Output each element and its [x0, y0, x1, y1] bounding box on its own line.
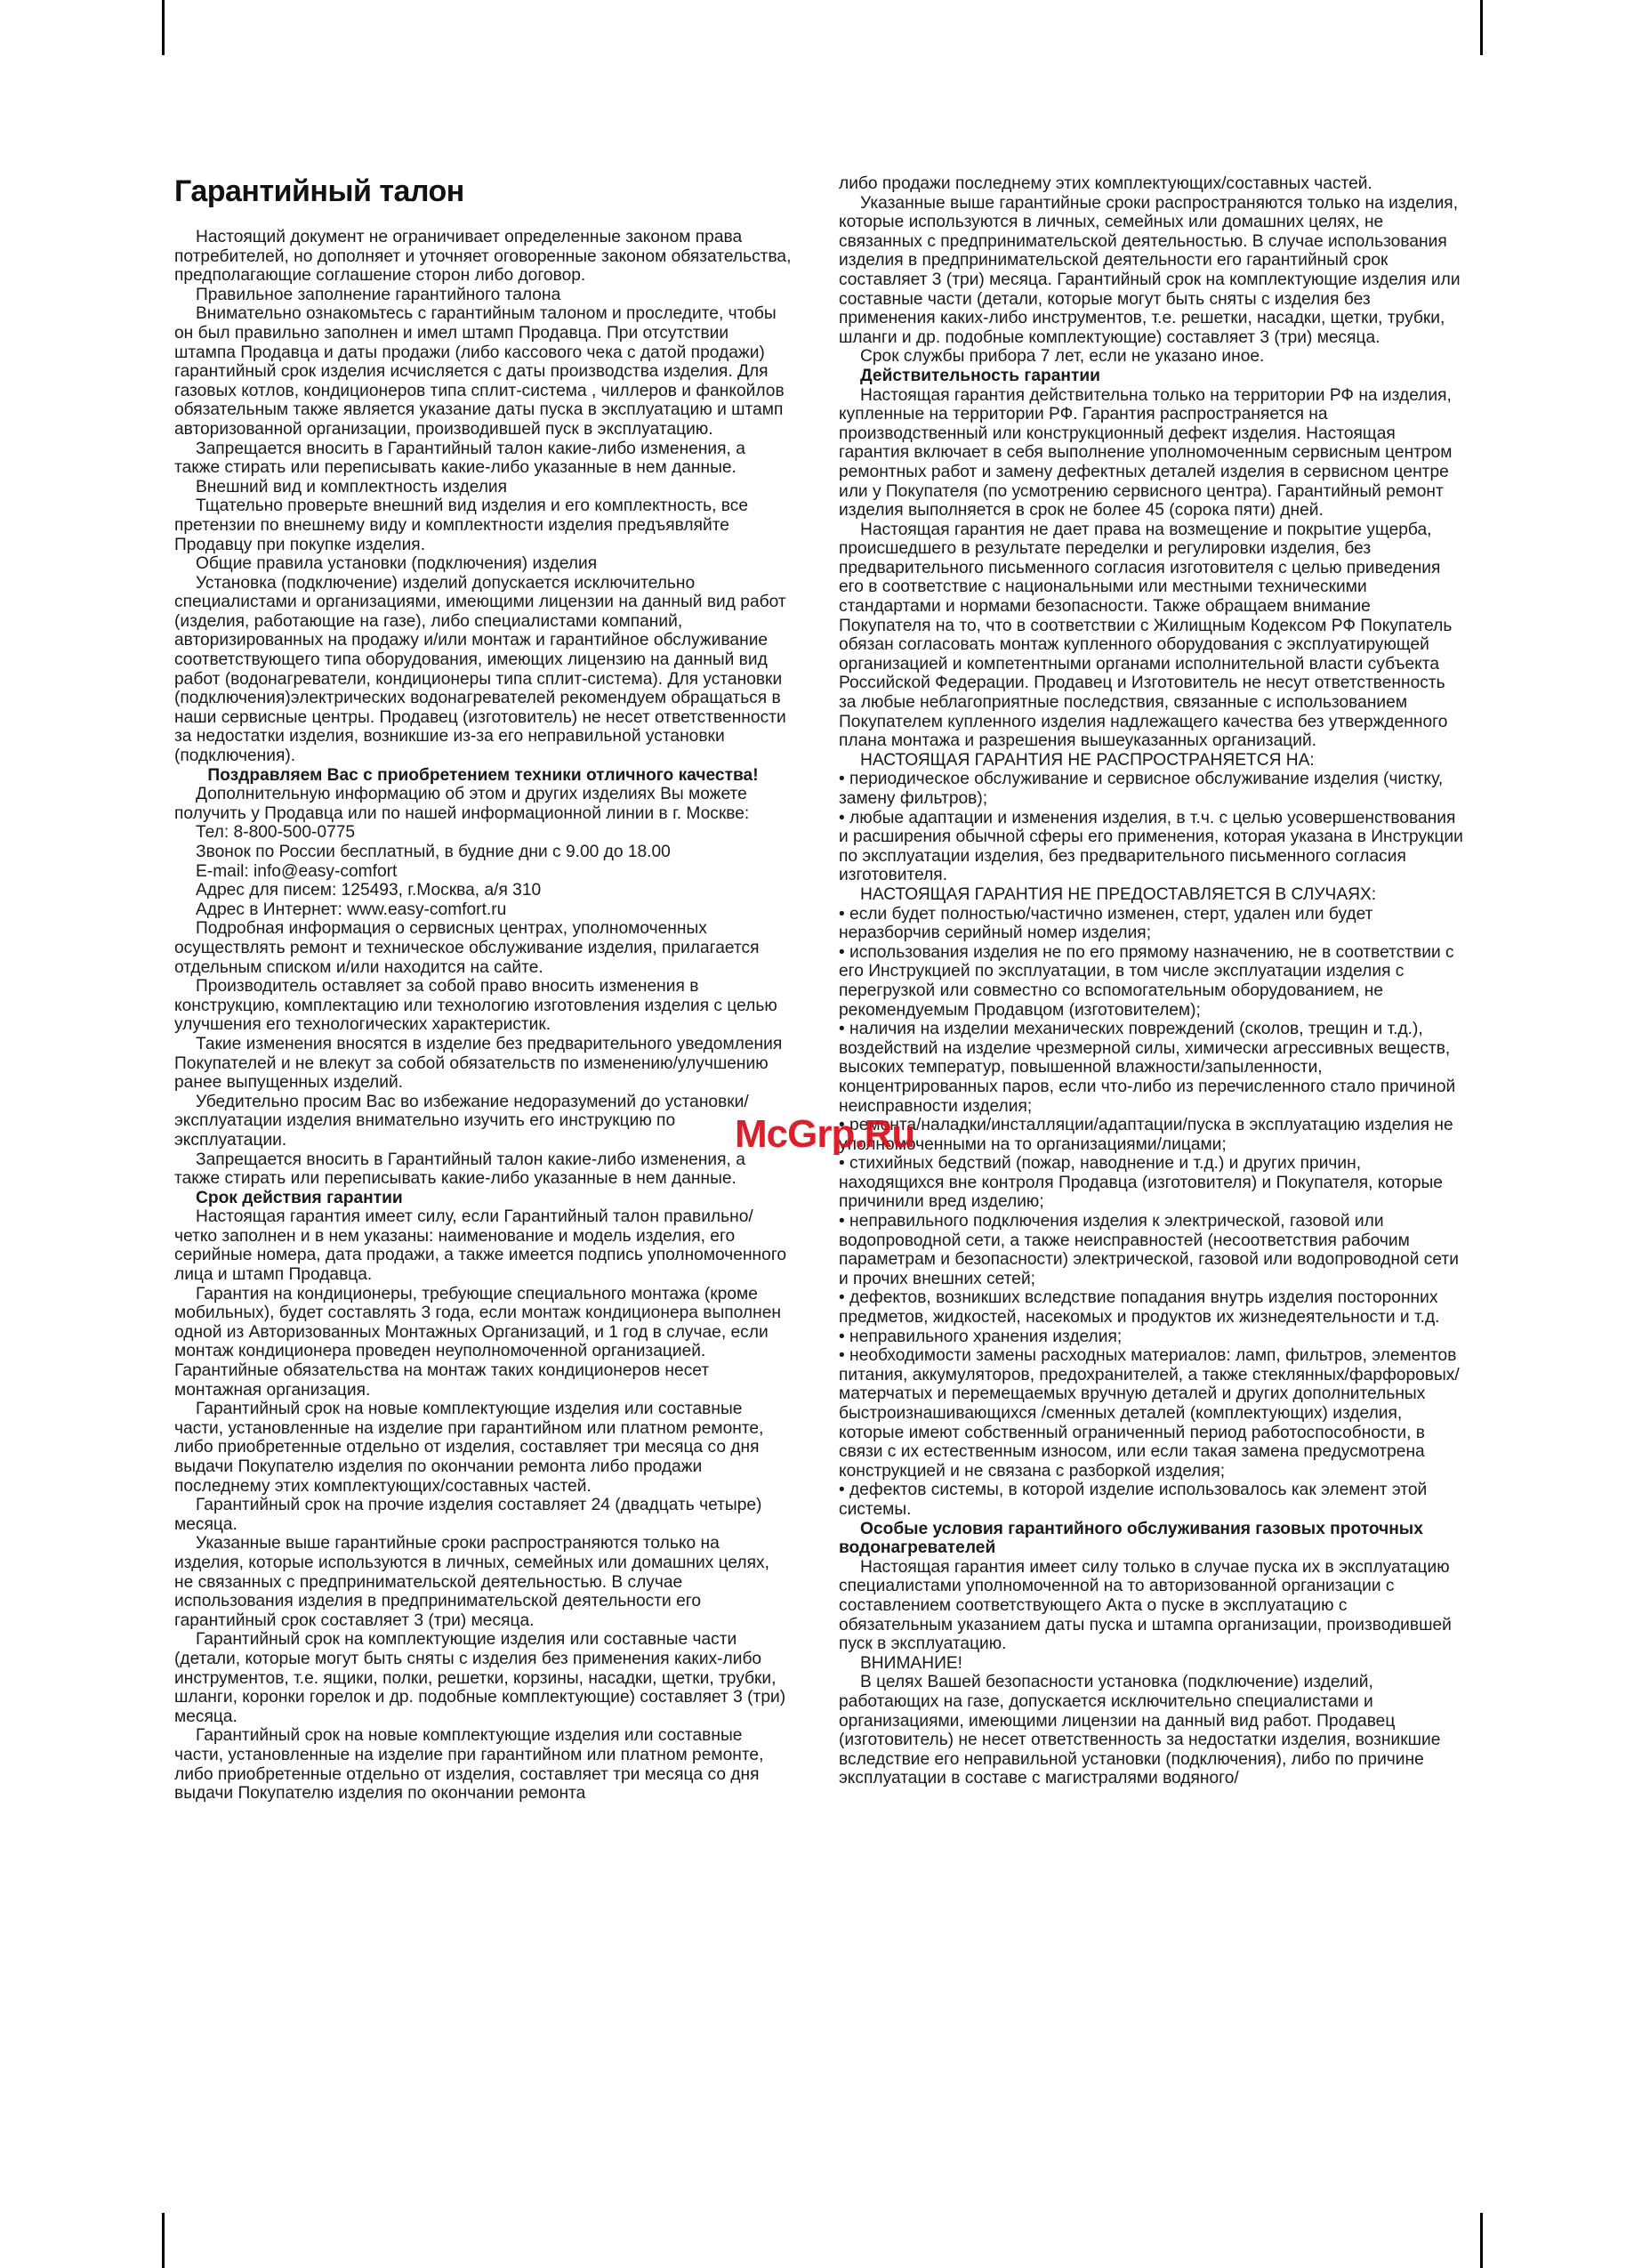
paragraph: • дефектов системы, в которой изделие использовалось как элемент этой системы. — [839, 1481, 1428, 1519]
paragraph: • наличия на изделии механических повреждений (сколов, трещин и т.д.), воздействий на изделие чрезмерной силы, химически агрессивных веществ, высоких температур, повышенной влажности/запыленности, концентрированных паров, если что-либо из перечисленного стало причиной неисправности изделия; — [839, 1020, 1456, 1116]
paragraph: Указанные выше гарантийные сроки распространяются только на изделия, которые используются в личных, семейных или домашних целях, не связанных с предпринимательской деятельностью. В случае использования изделия в предпринимательской деятельности его гарантийный срок составляет 3 (три) месяца. Гарантийный срок на комплектующие изделия или составные части (детали, которые могут быть сняты с изделия без применения каких-либо инструментов, т.е. решетки, насадки, щетки, трубки, шланги и др. подобные комплектующие) составляет 3 (три) месяца. — [839, 193, 1461, 347]
paragraph: Звонок по России бесплатный, в будние дни с 9.00 до 18.00 — [196, 843, 671, 861]
paragraph: Внимательно ознакомьтесь с гарантийным талоном и проследите, чтобы он был правильно заполнен и имел штамп Продавца. При отсутствии штампа Продавца и даты продажи (либо кассового чека с датой продажи) гарантийный срок изделия исчисляется с даты производства изделия. Для газовых котлов, кондиционеров типа сплит-система , чиллеров и фанкойлов обязательным также является указание даты пуска в эксплуатацию и штамп авторизованной организации, производившей пуск в эксплуатацию. — [174, 304, 785, 439]
paragraph: Тщательно проверьте внешний вид изделия и его комплектность, все претензии по внешнему виду и комплектности изделия предъявляйте Продавцу при покупке изделия. — [174, 496, 749, 554]
paragraph: • любые адаптации и изменения изделия, в т.ч. с целью усовершенствования и расширения обычной сферы его применения, которая указана в Инструкции по эксплуатации изделия, без предварительного письменного согласия изготовителя. — [839, 808, 1463, 885]
paragraph: Адрес в Интернет: www.easy-comfort.ru — [196, 900, 507, 919]
paragraph: Указанные выше гарантийные сроки распространяются только на изделия, которые используются в личных, семейных или домашних целях, не связанных с предпринимательской деятельностью. В случае использования изделия в предпринимательской деятельности его гарантийный срок составляет 3 (три) месяца. — [174, 1534, 769, 1630]
section-heading: Действительность гарантии — [860, 366, 1100, 385]
page-title: Гарантийный талон — [174, 174, 464, 208]
paragraph: Убедительно просим Вас во избежание недоразумений до установки/эксплуатации изделия внимательно изучить его инструкцию по эксплуатации. — [174, 1092, 749, 1150]
paragraph: • неправильного хранения изделия; — [839, 1327, 1123, 1346]
paragraph: • неправильного подключения изделия к электрической, газовой или водопроводной сети, а также неисправностей (несоответствия рабочим параметрам и безопасности) электрической, газовой или водопроводной сети и прочих внешних сетей; — [839, 1212, 1459, 1288]
right-column — [839, 174, 1464, 1788]
section-heading: Особые условия гарантийного обслуживания газовых проточных водонагревателей — [839, 1519, 1423, 1558]
paragraph: Запрещается вносить в Гарантийный талон какие-либо изменения, а также стирать или переписывать какие-либо указанные в нем данные. — [174, 1150, 745, 1189]
paragraph: Гарантия на кондиционеры, требующие специального монтажа (кроме мобильных), будет составлять 3 года, если монтаж кондиционера выполнен одной из Авторизованных Монтажных Организаций, и 1 год в случае, если монтаж кондиционера проведен неуполномоченной организацией. Гарантийные обязательства на монтаж таких кондиционеров несет монтажная организация. — [174, 1284, 781, 1400]
paragraph: • необходимости замены расходных материалов: ламп, фильтров, элементов питания, аккумуляторов, предохранителей, а также стеклянных/фарфоровых/матерчатых и перемещаемых вручную деталей и других дополнительных быстроизнашивающихся /сменных деталей (комплектующих) изделия, которые имеют собственный ограниченный период работоспособности, в связи с их естественным износом, или если такая замена предусмотрена конструкцией и не связана с разборкой изделия; — [839, 1346, 1460, 1481]
paragraph: НАСТОЯЩАЯ ГАРАНТИЯ НЕ РАСПРОСТРАНЯЕТСЯ НА: — [860, 750, 1315, 770]
paragraph: Правильное заполнение гарантийного талона — [196, 285, 561, 304]
paragraph: НАСТОЯЩАЯ ГАРАНТИЯ НЕ ПРЕДОСТАВЛЯЕТСЯ В СЛУЧАЯХ: — [860, 884, 1377, 904]
paragraph: ВНИМАНИЕ! — [860, 1653, 963, 1673]
section-heading: Срок действия гарантии — [196, 1188, 403, 1207]
paragraph: Поздравляем Вас с приобретением техники отличного качества! — [207, 765, 759, 785]
paragraph: Настоящая гарантия не дает права на возмещение и покрытие ущерба, происшедшего в результате переделки и регулировки изделия, без предварительного письменного согласия изготовителя с целью приведения его в соответствие с национальными или местными техническими стандартами и нормами безопасности. Также обращаем внимание Покупателя на то, что в соответствии с Жилищным Кодексом РФ Покупатель обязан согласовать монтаж купленного оборудования с эксплуатирующей организацией и компетентными органами исполнительной власти субъекта Российской Федерации. Продавец и Изготовитель не несут ответственность за любые неблагоприятные последствия, связанные с использованием Покупателем купленного изделия надлежащего качества без утвержденного плана монтажа и разрешения вышеуказанных организаций. — [839, 520, 1453, 751]
crop-mark — [1480, 2213, 1483, 2268]
paragraph: Запрещается вносить в Гарантийный талон какие-либо изменения, а также стирать или переписывать какие-либо указанные в нем данные. — [174, 439, 745, 478]
paragraph: Установка (подключение) изделий допускается исключительно специалистами и организациями, имеющими лицензии на данный вид работ (изделия, работающие на газе), либо специалистами компаний, авторизированных на продажу и/или монтаж и гарантийное обслуживание соответствующего типа оборудования, имеющих лицензию на данный вид работ (водонагреватели, кондиционеры типа сплит-система). Для установки (подключения)электрических водонагревателей рекомендуем обращаться в наши сервисные центры. Продавец (изготовитель) не несет ответственности за недостатки изделия, возникшие из-за его неправильной установки (подключения). — [174, 573, 786, 766]
paragraph: Настоящая гарантия имеет силу, если Гарантийный талон правильно/четко заполнен и в нем указаны: наименование и модель изделия, его серийные номера, дата продажи, а также имеется подпись уполномоченного лица и штамп Продавца. — [174, 1207, 787, 1285]
watermark: McGrp.Ru — [735, 1112, 915, 1156]
paragraph: Внешний вид и комплектность изделия — [196, 477, 508, 496]
paragraph: Гарантийный срок на новые комплектующие изделия или составные части, установленные на изделие при гарантийном или платном ремонте, либо приобретенные отдельно от изделия, составляет три месяца со дня выдачи Покупателю изделия по окончании ремонта либо продажи последнему этих комплектующих/составных частей. — [174, 1400, 764, 1496]
paragraph: Срок службы прибора 7 лет, если не указано иное. — [860, 347, 1265, 367]
paragraph: Гарантийный срок на прочие изделия составляет 24 (двадцать четыре) месяца. — [174, 1496, 762, 1534]
paragraph: • периодическое обслуживание и сервисное обслуживание изделия (чистку, замену фильтров); — [839, 770, 1444, 808]
paragraph: Настоящий документ не ограничивает определенные законом права потребителей, но дополняет и уточняет оговоренные законом обязательства, предполагающие соглашение сторон либо договор. — [174, 228, 792, 286]
paragraph: Такие изменения вносятся в изделие без предварительного уведомления Покупателей и не влекут за собой обязательств по изменению/улучшению ранее выпущенных изделий. — [174, 1034, 783, 1093]
paragraph: • дефектов, возникших вследствие попадания внутрь изделия посторонних предметов, жидкостей, насекомых и продуктов их жизнедеятельности и т.д. — [839, 1288, 1440, 1328]
paragraph: Тел: 8-800-500-0775 — [196, 823, 356, 843]
paragraph: Настоящая гарантия действительна только на территории РФ на изделия, купленные на территории РФ. Гарантия распространяется на производственный или конструкционный дефект изделия. Настоящая гарантия включает в себя выполнение уполномоченным сервисным центром ремонтных работ и замену дефектных деталей изделия в сервисном центре или у Покупателя (по усмотрению сервисного центра). Гарантийный ремонт изделия выполняется в срок не более 45 (сорока пяти) дней. — [839, 385, 1453, 521]
left-column — [174, 228, 792, 1804]
crop-mark — [162, 2213, 165, 2268]
paragraph: Адрес для писем: 125493, г.Москва, а/я 310 — [196, 881, 542, 900]
paragraph: • использования изделия не по его прямому назначению, не в соответствии с его Инструкцией по эксплуатации, в том числе эксплуатации изделия с перегрузкой или совместно со вспомогательным оборудованием, не рекомендуемым Продавцом (изготовителем); — [839, 942, 1454, 1020]
paragraph: Гарантийный срок на новые комплектующие изделия или составные части, установленные на изделие при гарантийном или платном ремонте, либо приобретенные отдельно от изделия, составляет три месяца со дня выдачи Покупателю изделия по окончании ремонта — [174, 1726, 764, 1804]
paragraph: Настоящая гарантия имеет силу только в случае пуска их в эксплуатацию специалистами уполномоченной на то авторизованной организации с составлением соответствующего Акта о пуске в эксплуатацию с обязательным указанием даты пуска и штампа организации, производившей пуск в эксплуатацию. — [839, 1557, 1452, 1654]
crop-mark — [1480, 0, 1483, 55]
paragraph: E-mail: info@easy-comfort — [196, 861, 398, 881]
paragraph: либо продажи последнему этих комплектующих/составных частей. — [839, 174, 1372, 193]
paragraph: Гарантийный срок на комплектующие изделия или составные части (детали, которые могут быть сняты с изделия без применения каких-либо инструментов, т.е. ящики, полки, решетки, корзины, насадки, щетки, трубки, шланги, коронки горелок и др. подобные комплектующие) составляет 3 (три) месяца. — [174, 1630, 786, 1726]
paragraph: В целях Вашей безопасности установка (подключение) изделий, работающих на газе, допускается исключительно специалистами и организациями, имеющими лицензии на данный вид работ. Продавец (изготовитель) не несет ответственность за недостатки изделия, возникшие вследствие его неправильной установки (подключения), либо по причине эксплуатации в составе с магистралями водяного/ — [839, 1673, 1441, 1788]
paragraph: Производитель оставляет за собой право вносить изменения в конструкцию, комплектацию или технологию изготовления изделия с целью улучшения его технологических характеристик. — [174, 977, 777, 1035]
crop-mark — [162, 0, 165, 55]
paragraph: • ремонта/наладки/инсталляции/адаптации/пуска в эксплуатацию изделия не уполномоченными на то организациями/лицами; — [839, 1116, 1453, 1154]
paragraph: • если будет полностью/частично изменен, стерт, удален или будет неразборчив серийный номер изделия; — [839, 904, 1373, 943]
paragraph: Подробная информация о сервисных центрах, уполномоченных осуществлять ремонт и техническое обслуживание изделия, прилагается отдельным списком и/или находится на сайте. — [174, 919, 760, 977]
paragraph: Общие правила установки (подключения) изделия — [196, 554, 598, 574]
paragraph: Дополнительную информацию об этом и других изделиях Вы можете получить у Продавца или по нашей информационной линии в г. Москве: — [174, 785, 750, 823]
paragraph: • стихийных бедствий (пожар, наводнение и т.д.) и других причин, находящихся вне контроля Продавца (изготовителя) и Покупателя, которые причинили вред изделию; — [839, 1154, 1443, 1212]
